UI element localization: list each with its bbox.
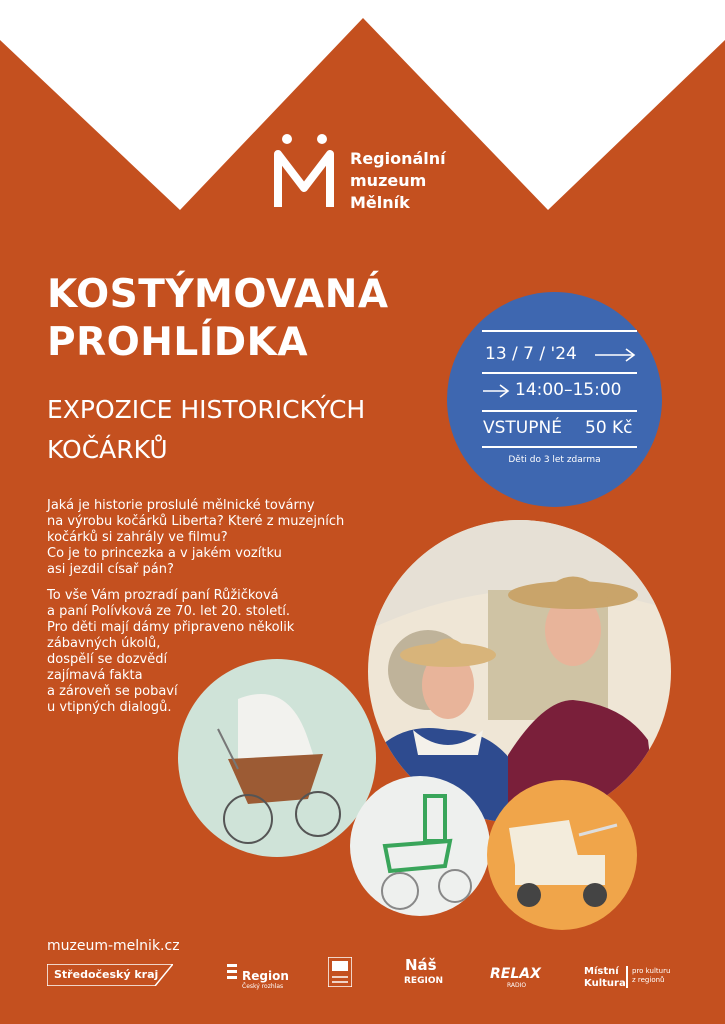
divider [482,410,637,412]
museum-name-line3: Mělník [350,193,410,212]
website-link[interactable]: muzeum-melnik.cz [47,938,180,954]
event-info-circle [447,292,662,507]
text-line: kočárků si zahrály ve filmu? [47,530,228,545]
text-line: zábavných úkolů, [47,636,161,651]
divider [482,372,637,374]
text-line: a paní Polívková ze 70. let 20. století. [47,604,291,619]
kraj-label: Středočeský kraj [54,968,159,981]
title-line2: PROHLÍDKA [47,320,309,365]
museum-name-line1: Regionální [350,149,446,168]
arrow-right-icon [595,348,637,362]
text-line: asi jezdil císař pán? [47,562,174,577]
partner-nas-region-label: REGION [404,976,443,986]
text-line: a zároveň se pobaví [47,684,178,699]
partner-relax-sub: RADIO [507,982,527,989]
text-line: zajímavá fakta [47,668,143,683]
photo-green-chair [350,776,490,916]
partner-mistni-line1: Místní [584,966,619,977]
museum-name-line2: muzeum [350,171,427,190]
partner-mistni-kultura [584,966,626,990]
partner-region-label: Region [242,969,289,983]
text-line: dospělí se dozvědí [47,652,168,667]
museum-logo-icon [272,132,342,212]
museum-name [350,148,446,214]
photo-cream-pram [487,780,637,930]
free-entry-note: Děti do 3 let zdarma [508,455,601,465]
photo-wicker-pram [178,659,376,857]
subtitle-line2: KOČÁRKŮ [47,435,168,464]
divider [482,446,637,448]
text-line: u vtipných dialogů. [47,700,172,715]
text-line: Pro děti mají dámy připraveno několik [47,620,295,635]
divider [626,966,628,988]
event-time: 14:00–15:00 [515,380,622,400]
cro-icon [227,962,239,982]
subtitle-line1: EXPOZICE HISTORICKÝCH [47,395,366,424]
text-line: na výrobu kočárků Liberta? Které z muzejních [47,514,345,529]
entry-price: 50 Kč [585,418,633,438]
text-line: To vše Vám prozradí paní Růžičková [47,588,279,603]
text-line: Co je to princezka a v jakém vozítku [47,546,282,561]
partner-relax: RELAX [490,966,541,982]
partner-mistni-line2: Kultura [584,978,626,989]
divider [482,330,637,332]
event-date: 13 / 7 / '24 [485,344,577,364]
partner-region-sub: Český rozhlas [242,983,284,990]
partner-mistni-sub [632,967,670,985]
partner-mistni-sub1: pro kulturu [632,967,671,975]
title-line1: KOSTÝMOVANÁ [47,272,389,317]
description-paragraph-1 [47,498,377,578]
entry-label: VSTUPNÉ [483,418,562,438]
text-line: Jaká je historie proslulé mělnické továrny [47,498,315,513]
newspaper-logo-icon [328,957,352,987]
partner-mistni-sub2: z regionů [632,976,665,984]
arrow-right-icon [483,384,511,398]
partner-region [227,962,239,986]
partner-nas-region-mark: Náš [405,956,437,974]
